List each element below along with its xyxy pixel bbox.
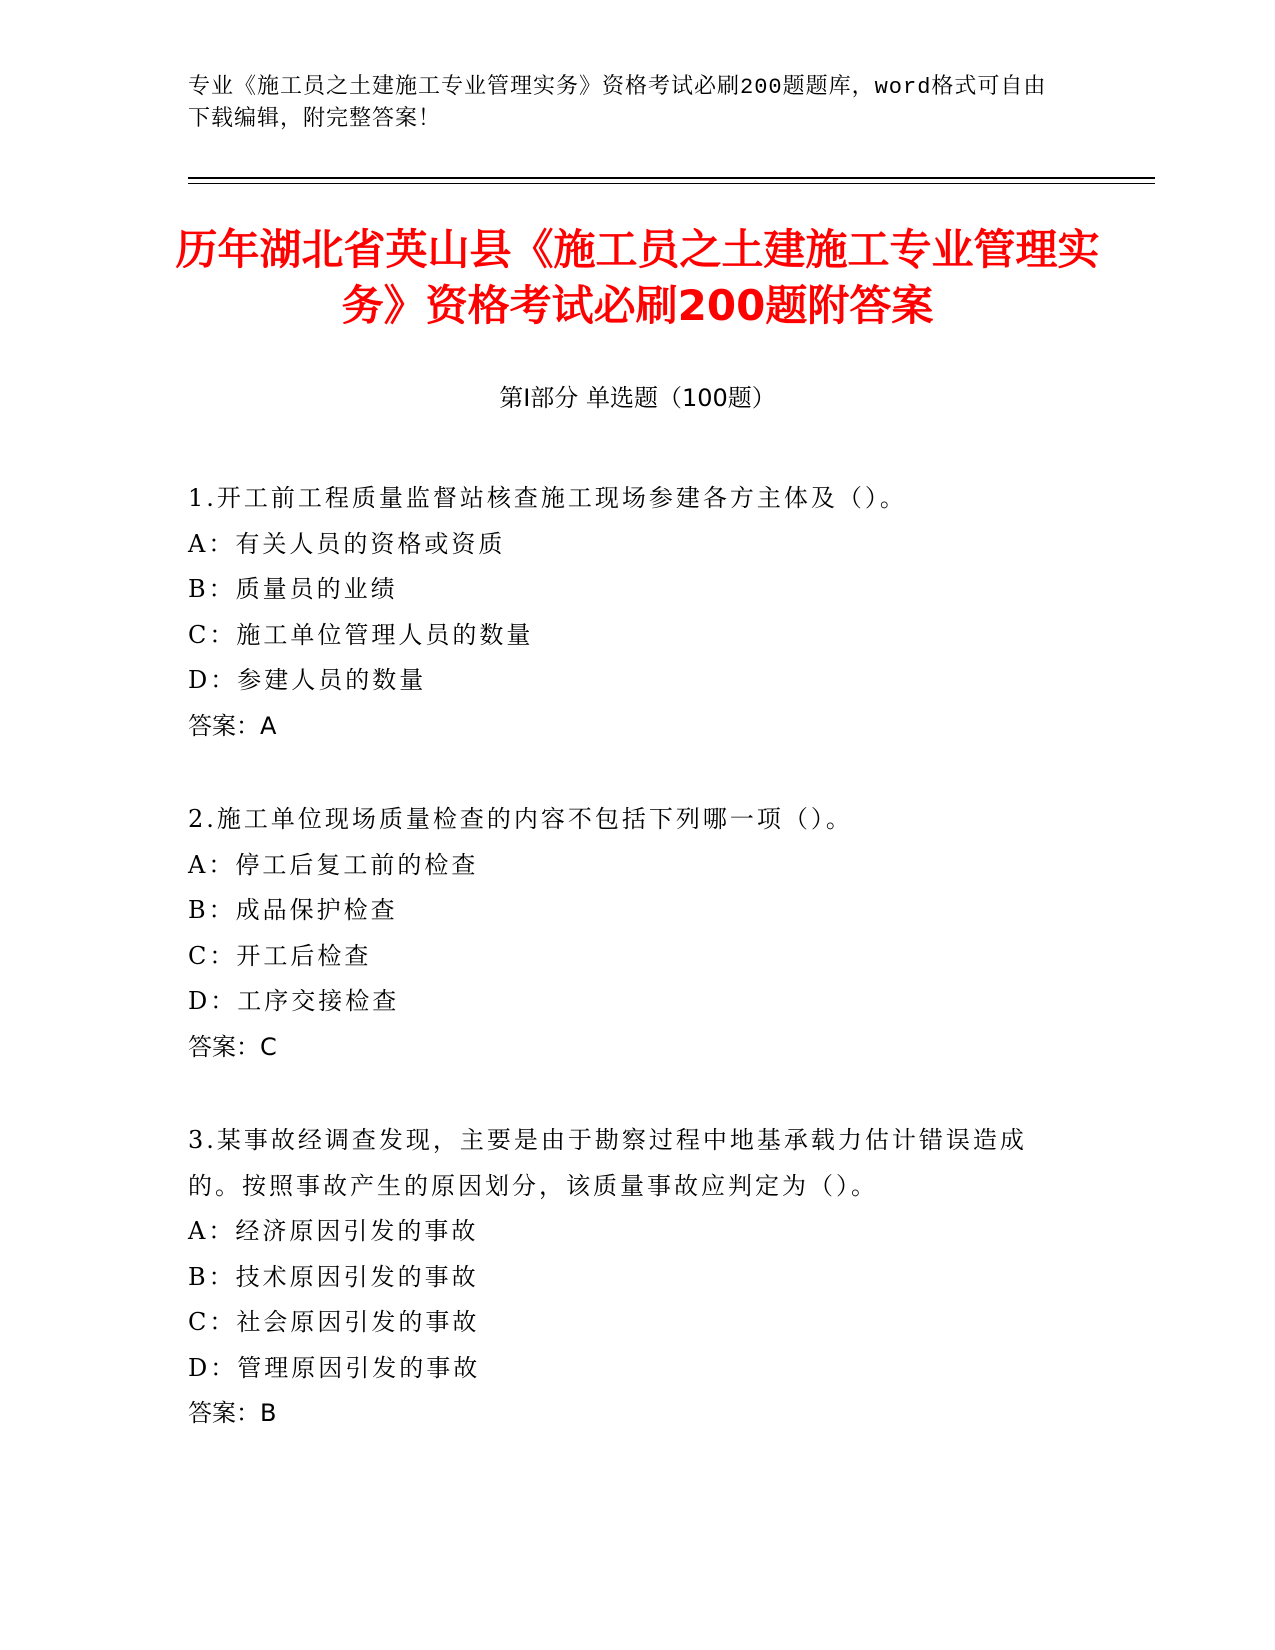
header-note: 专业《施工员之土建施工专业管理实务》资格考试必刷200题题库，word格式可自由下载编辑，附完整答案！ xyxy=(188,75,1047,132)
option-d: D：管理原因引发的事故 xyxy=(188,1353,481,1382)
option-a: A：停工后复工前的检查 xyxy=(188,850,479,879)
question-stem: 2.施工单位现场质量检查的内容不包括下列哪一项（）。 xyxy=(188,805,853,833)
question-item xyxy=(188,797,1068,1070)
header-divider-thin xyxy=(188,183,1155,184)
question-stem: 3.某事故经调查发现，主要是由于勘察过程中地基承载力估计错误造成的。按照事故产生的原因划分，该质量事故应判定为（）。 xyxy=(188,1126,1027,1200)
option-d: D：工序交接检查 xyxy=(188,987,400,1015)
section-heading: 第Ⅰ部分 单选题（100题） xyxy=(499,384,776,412)
answer-line: 答案：B xyxy=(188,1399,277,1427)
question-stem: 1.开工前工程质量监督站核查施工现场参建各方主体及（）。 xyxy=(188,484,907,512)
question-item xyxy=(188,1118,1068,1437)
option-c: C：开工后检查 xyxy=(188,941,372,970)
option-d: D：参建人员的数量 xyxy=(188,666,427,694)
option-b: B：质量员的业绩 xyxy=(188,575,398,603)
answer-line: 答案：C xyxy=(188,1032,277,1061)
option-a: A：有关人员的资格或资质 xyxy=(188,529,506,558)
option-a: A：经济原因引发的事故 xyxy=(188,1217,479,1245)
option-b: B：技术原因引发的事故 xyxy=(188,1262,479,1291)
header-divider-thick xyxy=(188,177,1155,179)
question-item xyxy=(188,476,1068,749)
answer-line: 答案：A xyxy=(188,711,277,740)
option-c: C：社会原因引发的事故 xyxy=(188,1308,480,1336)
option-b: B：成品保护检查 xyxy=(188,896,398,924)
option-c: C：施工单位管理人员的数量 xyxy=(188,620,534,649)
document-title: 历年湖北省英山县《施工员之土建施工专业管理实务》资格考试必刷200题附答案 xyxy=(175,225,1100,330)
question-list xyxy=(188,476,1068,1485)
